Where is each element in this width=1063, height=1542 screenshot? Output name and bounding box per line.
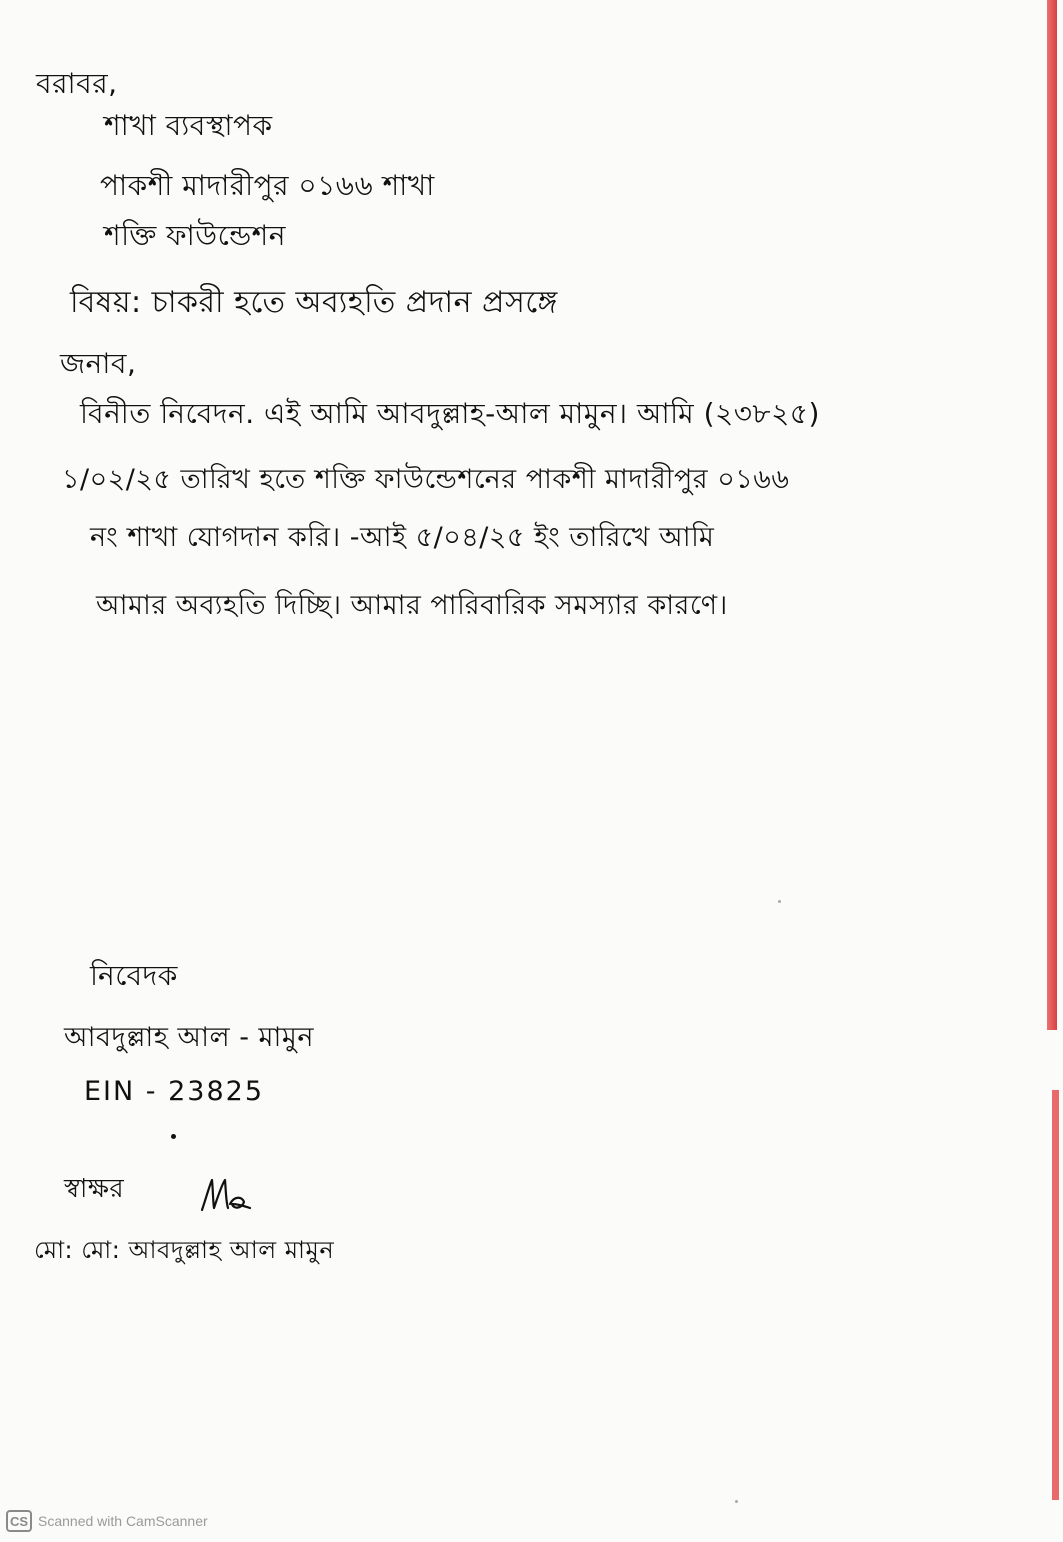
red-margin-line (1047, 0, 1057, 1030)
handwritten-signature (198, 1174, 258, 1214)
red-margin-line-lower (1052, 1090, 1059, 1500)
body-line-4: আমার অব্যহতি দিচ্ছি। আমার পারিবারিক সমস্যার কারণে। (96, 590, 728, 621)
signoff-name: আবদুল্লাহ আল - মামুন (64, 1022, 314, 1053)
camscanner-text: Scanned with CamScanner (38, 1513, 208, 1529)
witness-label: স্বাক্ষর (64, 1174, 125, 1204)
signoff-label: নিবেদক (90, 959, 178, 992)
salutation: জনাব, (60, 347, 137, 380)
paper-speck (735, 1500, 738, 1503)
recipient-line-3: শক্তি ফাউন্ডেশন (104, 219, 286, 252)
recipient-line-1: শাখা ব্যবস্থাপক (104, 109, 273, 142)
body-line-3: নং শাখা যোগদান করি। -আই ৫/০৪/২৫ ইং তারিখে আমি (90, 522, 715, 553)
camscanner-watermark (6, 1510, 208, 1532)
ink-dot (171, 1134, 176, 1139)
paper-speck (778, 900, 781, 903)
address-line: বরাবর, (36, 67, 118, 100)
body-line-2: ১/০২/২৫ তারিখ হতে শক্তি ফাউন্ডেশনের পাকশী মাদারীপুর ০১৬৬ (62, 464, 790, 495)
subject-line: বিষয়: চাকরী হতে অব্যহতি প্রদান প্রসঙ্গে (70, 285, 558, 320)
witness-name: মো: মো: আবদুল্লাহ আল মামুন (34, 1236, 335, 1264)
signoff-ein: EIN - 23825 (84, 1076, 265, 1107)
camscanner-logo-icon: CS (6, 1510, 32, 1532)
body-line-1: বিনীত নিবেদন. এই আমি আবদুল্লাহ-আল মামুন। আমি (২৩৮২৫) (80, 397, 820, 430)
recipient-line-2: পাকশী মাদারীপুর ০১৬৬ শাখা (100, 169, 435, 202)
